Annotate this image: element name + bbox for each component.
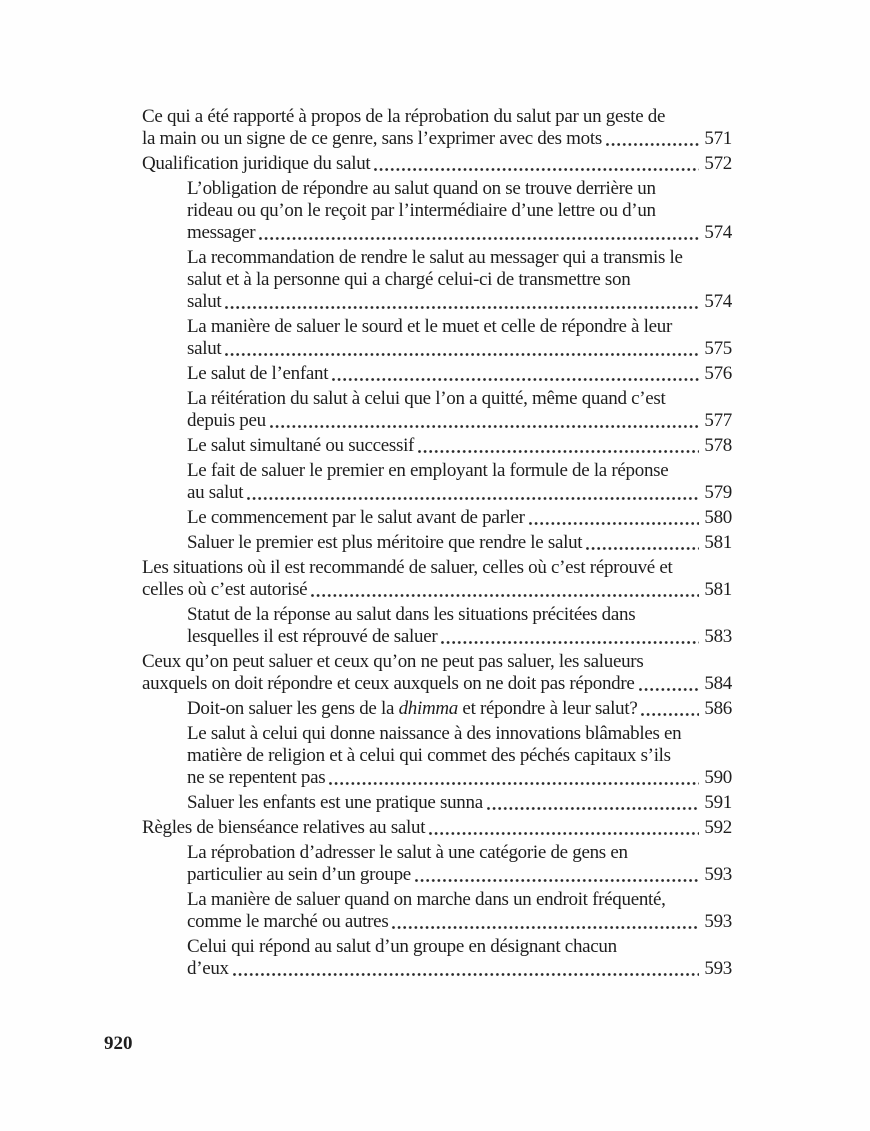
toc-entry-text: salut [187, 338, 222, 359]
toc-entry [142, 507, 732, 529]
toc-page-number: 592 [704, 817, 732, 838]
dot-leader [487, 806, 700, 811]
toc-page-number: 576 [704, 363, 732, 384]
toc-entry [142, 247, 732, 313]
dot-leader [311, 593, 699, 598]
dot-leader [586, 546, 699, 551]
toc-entry-text: d’eux [187, 958, 229, 979]
toc-entry-text: celles où c’est autorisé [142, 579, 308, 600]
toc-entry-text: la main ou un signe de ce genre, sans l’exprimer avec des mots [142, 128, 602, 149]
toc-entry-text: auxquels on doit répondre et ceux auxquels on ne doit pas répondre [142, 673, 635, 694]
toc-page-number: 581 [704, 532, 732, 553]
toc-page-number: 572 [704, 153, 732, 174]
dot-leader [247, 496, 699, 501]
toc-entry-text: messager [187, 222, 256, 243]
toc-entry-text: ne se repentent pas [187, 767, 326, 788]
folio-page-number: 920 [104, 1033, 133, 1054]
toc-entry-text: Le commencement par le salut avant de parler [187, 507, 525, 528]
toc-entry [142, 388, 732, 432]
toc-entry [142, 316, 732, 360]
toc-page-number: 575 [704, 338, 732, 359]
toc-entry-text: Saluer le premier est plus méritoire que rendre le salut [187, 532, 583, 553]
dot-leader [441, 640, 699, 645]
toc-entry-text: L’obligation de répondre au salut quand on se trouve derrière un [187, 178, 656, 199]
dot-leader [639, 687, 700, 692]
toc-entry [142, 153, 732, 175]
toc-entry-text: Statut de la réponse au salut dans les situations précitées dans [187, 604, 636, 625]
toc-page-number: 591 [704, 792, 732, 813]
toc-entry-text: au salut [187, 482, 244, 503]
toc-entry-text: Le salut simultané ou successif [187, 435, 415, 456]
toc-entry-text: Qualification juridique du salut [142, 153, 371, 174]
toc-entry-text: lesquelles il est réprouvé de saluer [187, 626, 438, 647]
toc-entry-text: La réitération du salut à celui que l’on a quitté, même quand c’est [187, 388, 666, 409]
toc-entry-text: Celui qui répond au salut d’un groupe en désignant chacun [187, 936, 617, 957]
toc-entry-text: comme le marché ou autres [187, 911, 389, 932]
toc-page-number: 578 [704, 435, 732, 456]
dot-leader [392, 925, 699, 930]
toc-entry-text: Saluer les enfants est une pratique sunna [187, 792, 483, 813]
toc-entry-text: La recommandation de rendre le salut au messager qui a transmis le [187, 247, 683, 268]
dot-leader [415, 878, 699, 883]
dot-leader [225, 352, 699, 357]
toc-entry-text: Le salut à celui qui donne naissance à des innovations blâmables en [187, 723, 682, 744]
toc-page-number: 577 [704, 410, 732, 431]
toc-entry [142, 460, 732, 504]
toc-entry [142, 817, 732, 839]
dot-leader [418, 449, 699, 454]
dot-leader [225, 305, 699, 310]
toc-entry [142, 604, 732, 648]
toc-page-number: 593 [704, 911, 732, 932]
toc-page-number: 571 [704, 128, 732, 149]
dot-leader [233, 972, 700, 977]
toc-page-number: 583 [704, 626, 732, 647]
toc-entry [142, 435, 732, 457]
toc-entry-text: Les situations où il est recommandé de saluer, celles où c’est réprouvé et [142, 557, 673, 578]
toc-entry-text: Le salut de l’enfant [187, 363, 329, 384]
toc-entry-text: salut et à la personne qui a chargé celui-ci de transmettre son [187, 269, 631, 290]
toc-entry [142, 698, 732, 720]
toc-entry-text: La manière de saluer quand on marche dans un endroit fréquenté, [187, 889, 666, 910]
dot-leader [270, 424, 700, 429]
toc-page-number: 574 [704, 222, 732, 243]
toc-page-number: 593 [704, 958, 732, 979]
toc-list [142, 106, 732, 983]
toc-entry-text: Règles de bienséance relatives au salut [142, 817, 426, 838]
toc-entry-text: La manière de saluer le sourd et le muet et celle de répondre à leur [187, 316, 672, 337]
toc-entry [142, 363, 732, 385]
toc-entry [142, 723, 732, 789]
toc-entry-text: particulier au sein d’un groupe [187, 864, 411, 885]
toc-entry [142, 178, 732, 244]
toc-entry [142, 106, 732, 150]
dot-leader [332, 377, 699, 382]
toc-entry [142, 936, 732, 980]
toc-entry [142, 889, 732, 933]
toc-page-number: 574 [704, 291, 732, 312]
toc-page-number: 581 [704, 579, 732, 600]
toc-page-number: 580 [704, 507, 732, 528]
toc-entry [142, 842, 732, 886]
toc-page-number: 590 [704, 767, 732, 788]
toc-entry-text: rideau ou qu’on le reçoit par l’intermédiaire d’une lettre ou d’un [187, 200, 656, 221]
toc-entry-text: Ceux qu’on peut saluer et ceux qu’on ne peut pas saluer, les salueurs [142, 651, 644, 672]
dot-leader [374, 167, 699, 172]
toc-page-number: 584 [704, 673, 732, 694]
toc-entry-text: Le fait de saluer le premier en employant la formule de la réponse [187, 460, 669, 481]
toc-entry [142, 792, 732, 814]
toc-entry [142, 557, 732, 601]
dot-leader [329, 781, 699, 786]
toc-page-number: 586 [704, 698, 732, 719]
toc-entry-text: La réprobation d’adresser le salut à une catégorie de gens en [187, 842, 628, 863]
dot-leader [259, 236, 699, 241]
toc-entry [142, 651, 732, 695]
toc-page-number: 579 [704, 482, 732, 503]
toc-page-number: 593 [704, 864, 732, 885]
dot-leader [606, 142, 699, 147]
toc-entry-text: depuis peu [187, 410, 266, 431]
toc-entry-text: Ce qui a été rapporté à propos de la réprobation du salut par un geste de [142, 106, 666, 127]
dot-leader [429, 831, 699, 836]
toc-entry-text: matière de religion et à celui qui commet des péchés capitaux s’ils [187, 745, 671, 766]
dot-leader [529, 521, 700, 526]
toc-entry-text: Doit-on saluer les gens de la dhimma et répondre à leur salut? [187, 698, 638, 719]
dot-leader [641, 712, 699, 717]
toc-entry [142, 532, 732, 554]
toc-entry-text: salut [187, 291, 222, 312]
